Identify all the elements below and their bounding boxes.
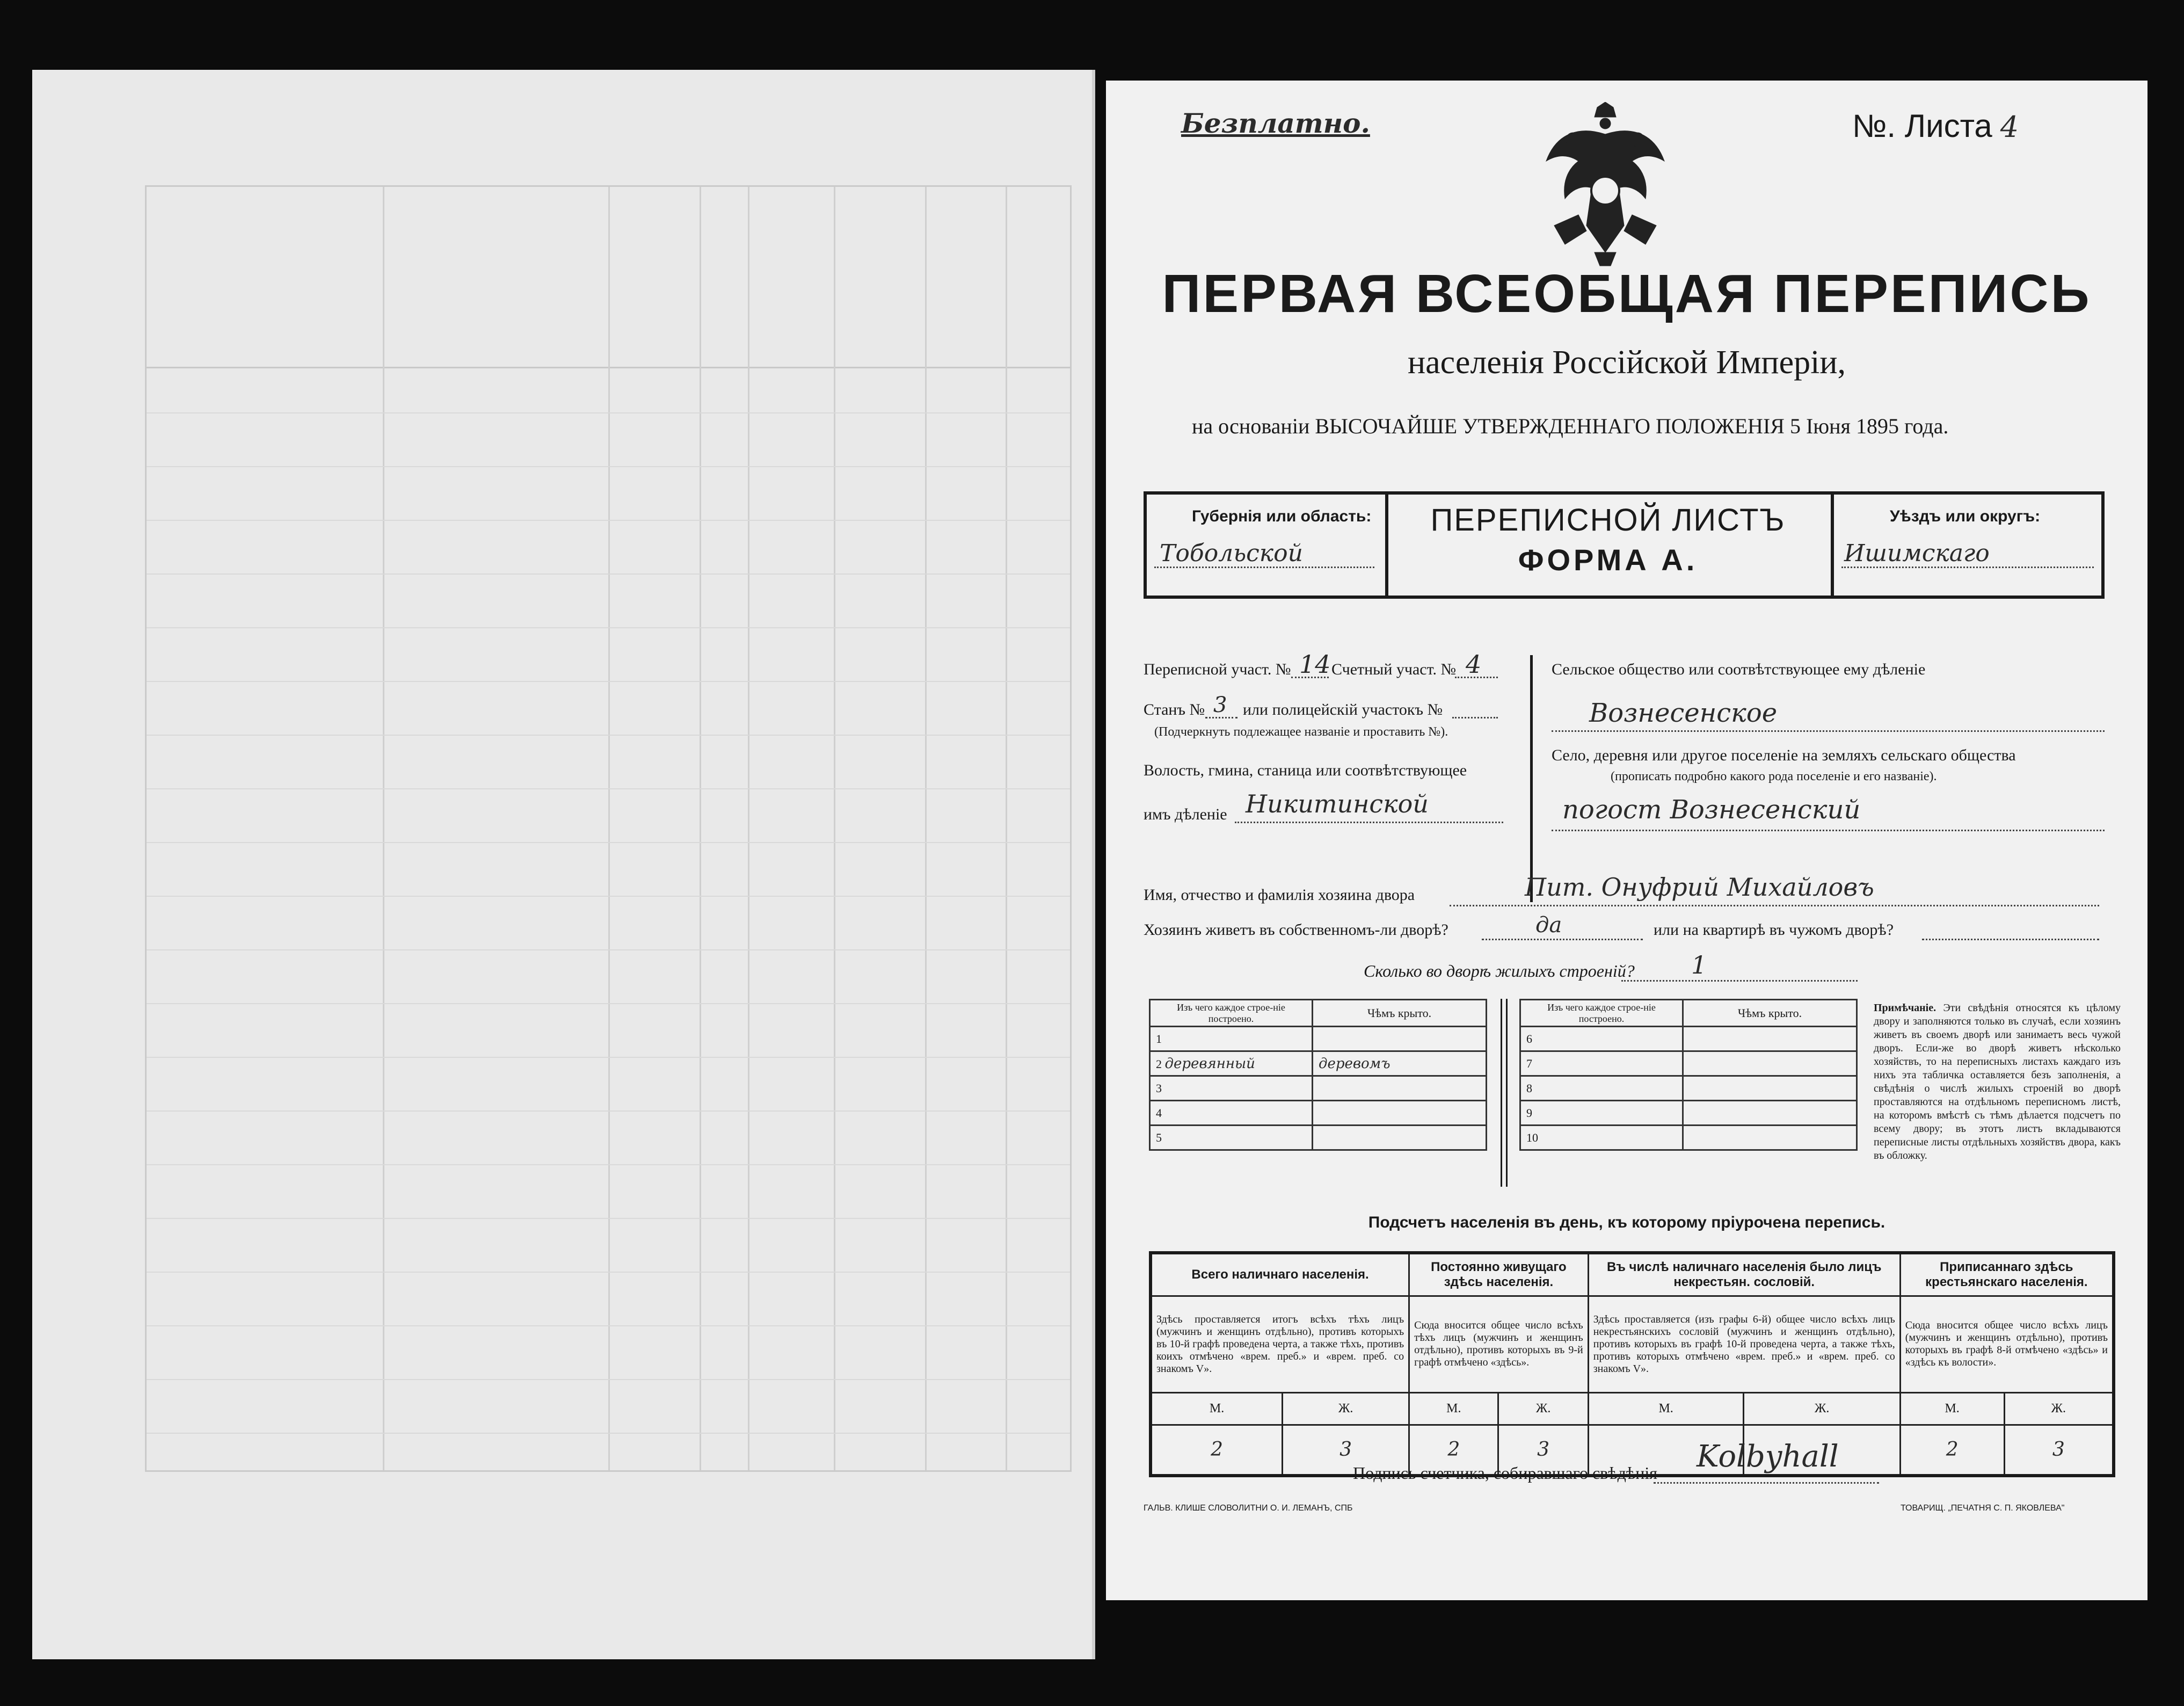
table-row: 1: [1150, 1027, 1313, 1051]
note-text: Эти свѣдѣнія относятся къ цѣлому двору и заполняются только въ случаѣ, если хозяинъ живетъ въ своемъ дворѣ или занимаетъ весь чужой дворъ. Если-же во дворѣ живетъ нѣсколько хозяйствъ, то на переписныхъ листахъ каждаго изъ нихъ эта табличка оставляется безъ заполненія, а свѣдѣнія о числѣ жилыхъ строеній во дворѣ проставляются на отдѣльномъ переписномъ листѣ, на которомъ вмѣстѣ съ тѣмъ дѣлается подсчетъ по всему двору; въ этотъ листъ вкладываются переписные листы отдѣльныхъ хозяйствъ двора, какъ въ обложку.: [1874, 1002, 2121, 1161]
free-label: Безплатно.: [1181, 107, 1370, 139]
total-female-count: 3: [1283, 1425, 1409, 1476]
count-area-label: Счетный участ. №: [1331, 660, 1457, 678]
total-present-desc: Здѣсь проставляется итогъ всѣхъ тѣхъ лицъ (мужчинъ и женщинъ отдѣльно), противъ которыхъ въ 10-й графѣ проведена черта, а также тѣхъ, противъ коихъ отмѣчено «врем. преб.» и «врем. преб. со знакомъ V».: [1151, 1296, 1409, 1392]
volost-value: Никитинской: [1246, 789, 1429, 818]
village-value: погост Вознесенский: [1562, 795, 1861, 825]
material-header: Изъ чего каждое строе-ніе построено.: [1150, 1000, 1313, 1027]
buildings-table-left: [1149, 999, 1487, 1151]
buildings-table-right: [1519, 999, 1858, 1151]
female-header: Ж.: [2004, 1392, 2114, 1425]
male-header: М.: [1409, 1392, 1498, 1425]
signature-label: Подпись счетчика, собиравшаго свѣдѣнія: [1353, 1463, 1658, 1483]
table-row: 3: [1150, 1076, 1313, 1101]
field-divider: [1530, 655, 1533, 902]
male-header: М.: [1900, 1392, 2004, 1425]
ghost-table: [145, 185, 1072, 1472]
permanent-header: Постоянно живущаго здѣсь населенія.: [1409, 1253, 1589, 1296]
printer-left: ГАЛЬВ. КЛИШЕ СЛОВОЛИТНИ О. И. ЛЕМАНЪ, СПБ: [1144, 1504, 1353, 1513]
census-heading: Подсчетъ населенія въ день, къ которому пріурочена перепись.: [1368, 1214, 1885, 1231]
permanent-female-count: 3: [1498, 1425, 1588, 1476]
non-peasant-header: Въ числѣ наличнаго населенія было лицъ некрестьян. сословій.: [1588, 1253, 1900, 1296]
form-legal-basis: на основаніи ВЫСОЧАЙШЕ УТВЕРЖДЕННАГО ПОЛОЖЕНІЯ 5 Іюня 1895 года.: [1192, 414, 1949, 438]
underline-note: (Подчеркнуть подлежащее названіе и проставить №).: [1154, 725, 1448, 739]
material-header: Изъ чего каждое строе-ніе построено.: [1520, 1000, 1683, 1027]
district-label: Уѣздъ или округъ:: [1890, 507, 2041, 525]
census-form-page: [1106, 81, 2147, 1600]
table-row: 8: [1520, 1076, 1683, 1101]
stan-value: 3: [1213, 693, 1227, 717]
sheet-number-value: 4: [2000, 110, 2019, 144]
row1-material: деревянный: [1164, 1055, 1255, 1072]
sheet-title: ПЕРЕПИСНОЙ ЛИСТЪ: [1430, 503, 1786, 538]
buildings-label: Сколько во дворѣ жилыхъ строеній?: [1364, 961, 1635, 981]
imperial-eagle-emblem: [1535, 102, 1675, 268]
note-block: [1874, 1001, 2121, 1163]
total-male-count: 2: [1151, 1425, 1283, 1476]
female-header: Ж.: [1283, 1392, 1409, 1425]
village-note: (прописать подробно какого рода поселеніе и его названіе).: [1611, 769, 1937, 783]
table-row: 6: [1520, 1027, 1683, 1051]
male-header: М.: [1151, 1392, 1283, 1425]
permanent-desc: Сюда вносится общее число всѣхъ тѣхъ лицъ (мужчинъ и женщинъ отдѣльно), противъ которыхъ въ 9-й графѣ отмѣчено «здѣсь».: [1409, 1296, 1589, 1392]
peasant-male-count: 2: [1900, 1425, 2004, 1476]
volost-label: Волость, гмина, станица или соотвѣтствующее: [1144, 761, 1467, 779]
village-label: Село, деревня или другое поселеніе на земляхъ сельскаго общества: [1552, 746, 2016, 764]
province-value: Тобольской: [1160, 540, 1303, 567]
table-row: 7: [1520, 1051, 1683, 1076]
sheet-number-label: №. Листа: [1852, 108, 1992, 144]
note-title: Примѣчаніе.: [1874, 1002, 1937, 1014]
roof-header: Чѣмъ крыто.: [1313, 1000, 1487, 1027]
signature: Kolbyhall: [1697, 1439, 1839, 1474]
table-row: 9: [1520, 1101, 1683, 1126]
census-count-table: [1149, 1251, 2115, 1477]
male-header: М.: [1588, 1392, 1744, 1425]
form-title: ПЕРВАЯ ВСЕОБЩАЯ ПЕРЕПИСЬ: [1162, 264, 2092, 324]
non-peasant-desc: Здѣсь проставляется (изъ графы 6-й) общее число всѣхъ лицъ некрестьянскихъ сословій (мужчинъ и женщинъ отдѣльно), противъ которыхъ въ графѣ 10-й проведена черта, а также тѣхъ, противъ которыхъ отмѣчено «врем. преб.» и «врем. преб. со знакомъ V».: [1588, 1296, 1900, 1392]
volost-label-2: имъ дѣленіе: [1144, 805, 1227, 823]
province-label: Губернія или область:: [1192, 507, 1372, 525]
society-label: Сельское общество или соотвѣтствующее ему дѣленіе: [1552, 660, 1926, 678]
total-present-header: Всего наличнаго населенія.: [1151, 1253, 1409, 1296]
buildings-value: 1: [1691, 950, 1707, 979]
permanent-male-count: 2: [1409, 1425, 1498, 1476]
district-value: Ишимскаго: [1844, 540, 1990, 567]
table-row: 5: [1150, 1126, 1313, 1150]
police-label: или полицейскій участокъ №: [1243, 701, 1443, 718]
society-value: Вознесенское: [1589, 698, 1778, 728]
peasant-desc: Сюда вносится общее число всѣхъ лицъ (мужчинъ и женщинъ отдѣльно), противъ которыхъ въ графѣ 8-й отмѣчено «здѣсь» и «здѣсь къ волости».: [1900, 1296, 2114, 1392]
lives-own-label: Хозяинъ живетъ въ собственномъ-ли дворѣ?: [1144, 921, 1448, 939]
table-row: 10: [1520, 1126, 1683, 1150]
census-area-label: Переписной участ. №: [1144, 660, 1291, 678]
owner-label: Имя, отчество и фамилія хозяина двора: [1144, 886, 1415, 904]
peasant-header: Приписаннаго здѣсь крестьянскаго населенія.: [1900, 1253, 2114, 1296]
printer-right: ТОВАРИЩ. „ПЕЧАТНЯ С. П. ЯКОВЛЕВА": [1901, 1504, 2065, 1513]
form-subtitle: населенія Россійской Имперіи,: [1407, 344, 1846, 381]
count-area-value: 4: [1466, 650, 1482, 679]
census-area-value: 14: [1299, 650, 1331, 679]
stan-label: Станъ №: [1144, 701, 1205, 718]
row1-roof: деревомъ: [1319, 1055, 1391, 1072]
roof-header: Чѣмъ крыто.: [1683, 1000, 1857, 1027]
table-row: 2 деревянный: [1150, 1051, 1313, 1076]
female-header: Ж.: [1744, 1392, 1900, 1425]
table-row: 4: [1150, 1101, 1313, 1126]
sheet-form: ФОРМА А.: [1518, 543, 1698, 577]
peasant-female-count: 3: [2004, 1425, 2114, 1476]
owner-value: Пит. Онуфрий Михайловъ: [1525, 873, 1874, 902]
left-page: [32, 70, 1095, 1659]
sheet-number: [1852, 107, 2019, 145]
lives-own-value: да: [1535, 913, 1562, 938]
female-header: Ж.: [1498, 1392, 1588, 1425]
lives-rent-label: или на квартирѣ въ чужомъ дворѣ?: [1654, 921, 1894, 939]
